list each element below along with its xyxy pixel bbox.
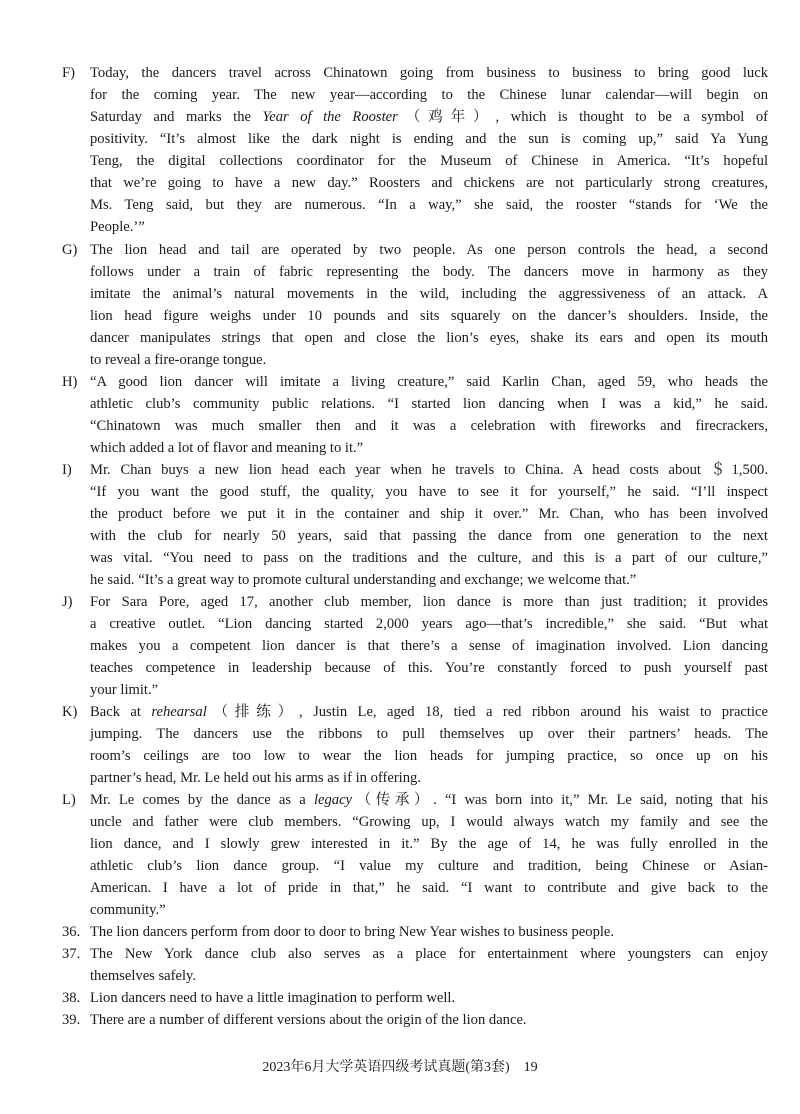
line-text: “A good lion dancer will imitate a living creature,” said Karlin Chan, aged 59, who heads the: [90, 374, 768, 390]
text-line: lion dance, and I slowly grew interested in it.” By the age of 14, he was fully enrolled in the: [90, 836, 768, 852]
line-text: For Sara Pore, aged 17, another club member, lion dance is more than just tradition; it provides: [90, 594, 768, 610]
text-line: themselves safely.: [90, 968, 197, 984]
passage-paragraph: [62, 239, 768, 371]
text-line: [62, 943, 768, 965]
text-line: community.”: [90, 902, 166, 918]
text-run: （排练）, Justin Le, aged 18, tied a red ribbon around his waist to practice: [206, 704, 768, 720]
paragraph-label: I): [62, 462, 72, 478]
text-line: [62, 62, 768, 84]
text-line: follows under a train of fabric representing the body. The dancers move in harmony as they: [90, 264, 768, 280]
question-item: [62, 921, 768, 943]
paragraph-label: H): [62, 374, 78, 390]
text-line: with the club for nearly 50 years, said that passing the dance from one generation to the next: [90, 528, 768, 544]
text-line: imitate the animal’s natural movements in the wild, including the aggressiveness of an attack. A: [90, 286, 768, 302]
text-line: he said. “It’s a great way to promote cultural understanding and exchange; we welcome that.”: [90, 572, 637, 588]
text-line: lion head figure weighs under 10 pounds and sits squarely on the dancer’s shoulders. Inside, the: [90, 308, 768, 324]
text-line: athletic club’s community public relations. “I started lion dancing when I was a kid,” he said.: [90, 396, 768, 412]
page-footer: [0, 1057, 800, 1079]
italic-term: rehearsal: [151, 704, 207, 720]
passage-paragraph: [62, 789, 768, 921]
italic-run: [262, 109, 397, 125]
paragraph-label: K): [62, 704, 78, 720]
text-line: Teng, the digital collections coordinator for the Museum of Chinese in America. “It’s hopeful: [90, 153, 768, 169]
text-line: dancer manipulates strings that open and close the lion’s eyes, shake its ears and open its mouth: [90, 330, 768, 346]
text-line: American. I have a lot of pride in that,” he said. “I want to contribute and give back to the: [90, 880, 768, 896]
text-line: Ms. Teng said, but they are numerous. “In a way,” she said, the rooster “stands for ‘We the: [90, 197, 768, 213]
question-item: [62, 987, 768, 1009]
text-line: [62, 459, 768, 481]
line-text: [90, 792, 768, 808]
paragraph-label: L): [62, 792, 76, 808]
text-line: teaches competence in leadership because of this. You’re constantly forced to push yourself past: [90, 660, 768, 676]
line-text: The lion head and tail are operated by two people. As one person controls the head, a second: [90, 242, 768, 258]
text-line: [62, 921, 768, 943]
text-line: People.’”: [90, 219, 145, 235]
question-item: [62, 943, 768, 987]
passage-paragraph: [62, 62, 768, 238]
italic-run: [314, 792, 352, 808]
text-line: makes you a competent lion dancer is that there’s a sense of imagination involved. Lion dancing: [90, 638, 768, 654]
footer-title: 2023年6月大学英语四级考试真题(第3套): [262, 1060, 510, 1075]
text-line: the product before we put it in the container and ship it over.” Mr. Chan, who has been involved: [90, 506, 768, 522]
text-line: a creative outlet. “Lion dancing started 2,000 years ago—that’s incredible,” she said. “But what: [90, 616, 768, 632]
text-line: that we’re going to have a new day.” Roosters and chickens are not particularly strong creatures,: [90, 175, 768, 191]
question-number: 37.: [62, 946, 81, 962]
text-line: positivity. “It’s almost like the dark night is ending and the sun is coming up,” said Ya Yung: [90, 131, 768, 147]
text-line: partner’s head, Mr. Le held out his arms as if in offering.: [90, 770, 421, 786]
text-line: [90, 106, 768, 128]
paragraph-label: J): [62, 594, 73, 610]
text-line: to reveal a fire-orange tongue.: [90, 352, 267, 368]
text-line: room’s ceilings are too low to wear the lion heads for jumping practice, so once up on his: [90, 748, 768, 764]
line-text: Today, the dancers travel across Chinatown going from business to business to bring good luck: [90, 65, 768, 81]
paragraph-label: G): [62, 242, 78, 258]
passage-paragraph: [62, 591, 768, 701]
line-text: Mr. Chan buys a new lion head each year when he travels to China. A head costs about ＄1,500.: [90, 462, 768, 478]
line-text: There are a number of different versions about the origin of the lion dance.: [90, 1012, 527, 1028]
paragraph-label: F): [62, 65, 75, 81]
line-text: The New York dance club also serves as a place for entertainment where youngsters can enjoy: [90, 946, 768, 962]
italic-term: legacy: [313, 792, 353, 808]
text-line: which added a lot of flavor and meaning to it.”: [90, 440, 364, 456]
italic-term: Year of the Rooster: [262, 109, 398, 125]
text-line: your limit.”: [90, 682, 159, 698]
line-text: The lion dancers perform from door to door to bring New Year wishes to business people.: [90, 924, 615, 940]
text-run: （传承）. “I was born into it,” Mr. Le said, noting that his: [352, 792, 768, 808]
text-line: “If you want the good stuff, the quality, you have to see it for yourself,” he said. “I’ll inspect: [90, 484, 768, 500]
text-line: [62, 789, 768, 811]
passage-paragraph: [62, 701, 768, 789]
text-line: [62, 987, 768, 1009]
text-line: jumping. The dancers use the ribbons to pull themselves up over their partners’ heads. The: [90, 726, 768, 742]
question-number: 39.: [62, 1012, 81, 1028]
text-line: [62, 701, 768, 723]
text-line: “Chinatown was much smaller then and it was a celebration with fireworks and firecrackers,: [90, 418, 768, 434]
text-run: （鸡年）, which is thought to be a symbol of: [397, 109, 768, 125]
text-line: for the coming year. The new year—according to the Chinese lunar calendar—will begin on: [90, 87, 768, 103]
text-line: athletic club’s lion dance group. “I value my culture and tradition, being Chinese or Asian-: [90, 858, 768, 874]
text-run: Saturday and marks the: [90, 109, 263, 125]
text-run: Mr. Le comes by the dance as a: [90, 792, 314, 808]
text-line: uncle and father were club members. “Growing up, I would always watch my family and see the: [90, 814, 768, 830]
question-item: [62, 1009, 768, 1031]
question-number: 38.: [62, 990, 81, 1006]
page-number: 19: [523, 1060, 538, 1075]
text-line: [62, 591, 768, 613]
text-line: [62, 371, 768, 393]
passage-paragraph: [62, 459, 768, 591]
text-line: [62, 239, 768, 261]
italic-run: [151, 704, 206, 720]
text-line: [62, 1009, 768, 1031]
question-number: 36.: [62, 924, 81, 940]
line-text: [90, 704, 768, 720]
passage-paragraph: [62, 371, 768, 459]
text-run: Back at: [90, 704, 152, 720]
line-text: Lion dancers need to have a little imagination to perform well.: [90, 990, 456, 1006]
text-line: was vital. “You need to pass on the traditions and the culture, and this is a part of our culture,”: [90, 550, 768, 566]
